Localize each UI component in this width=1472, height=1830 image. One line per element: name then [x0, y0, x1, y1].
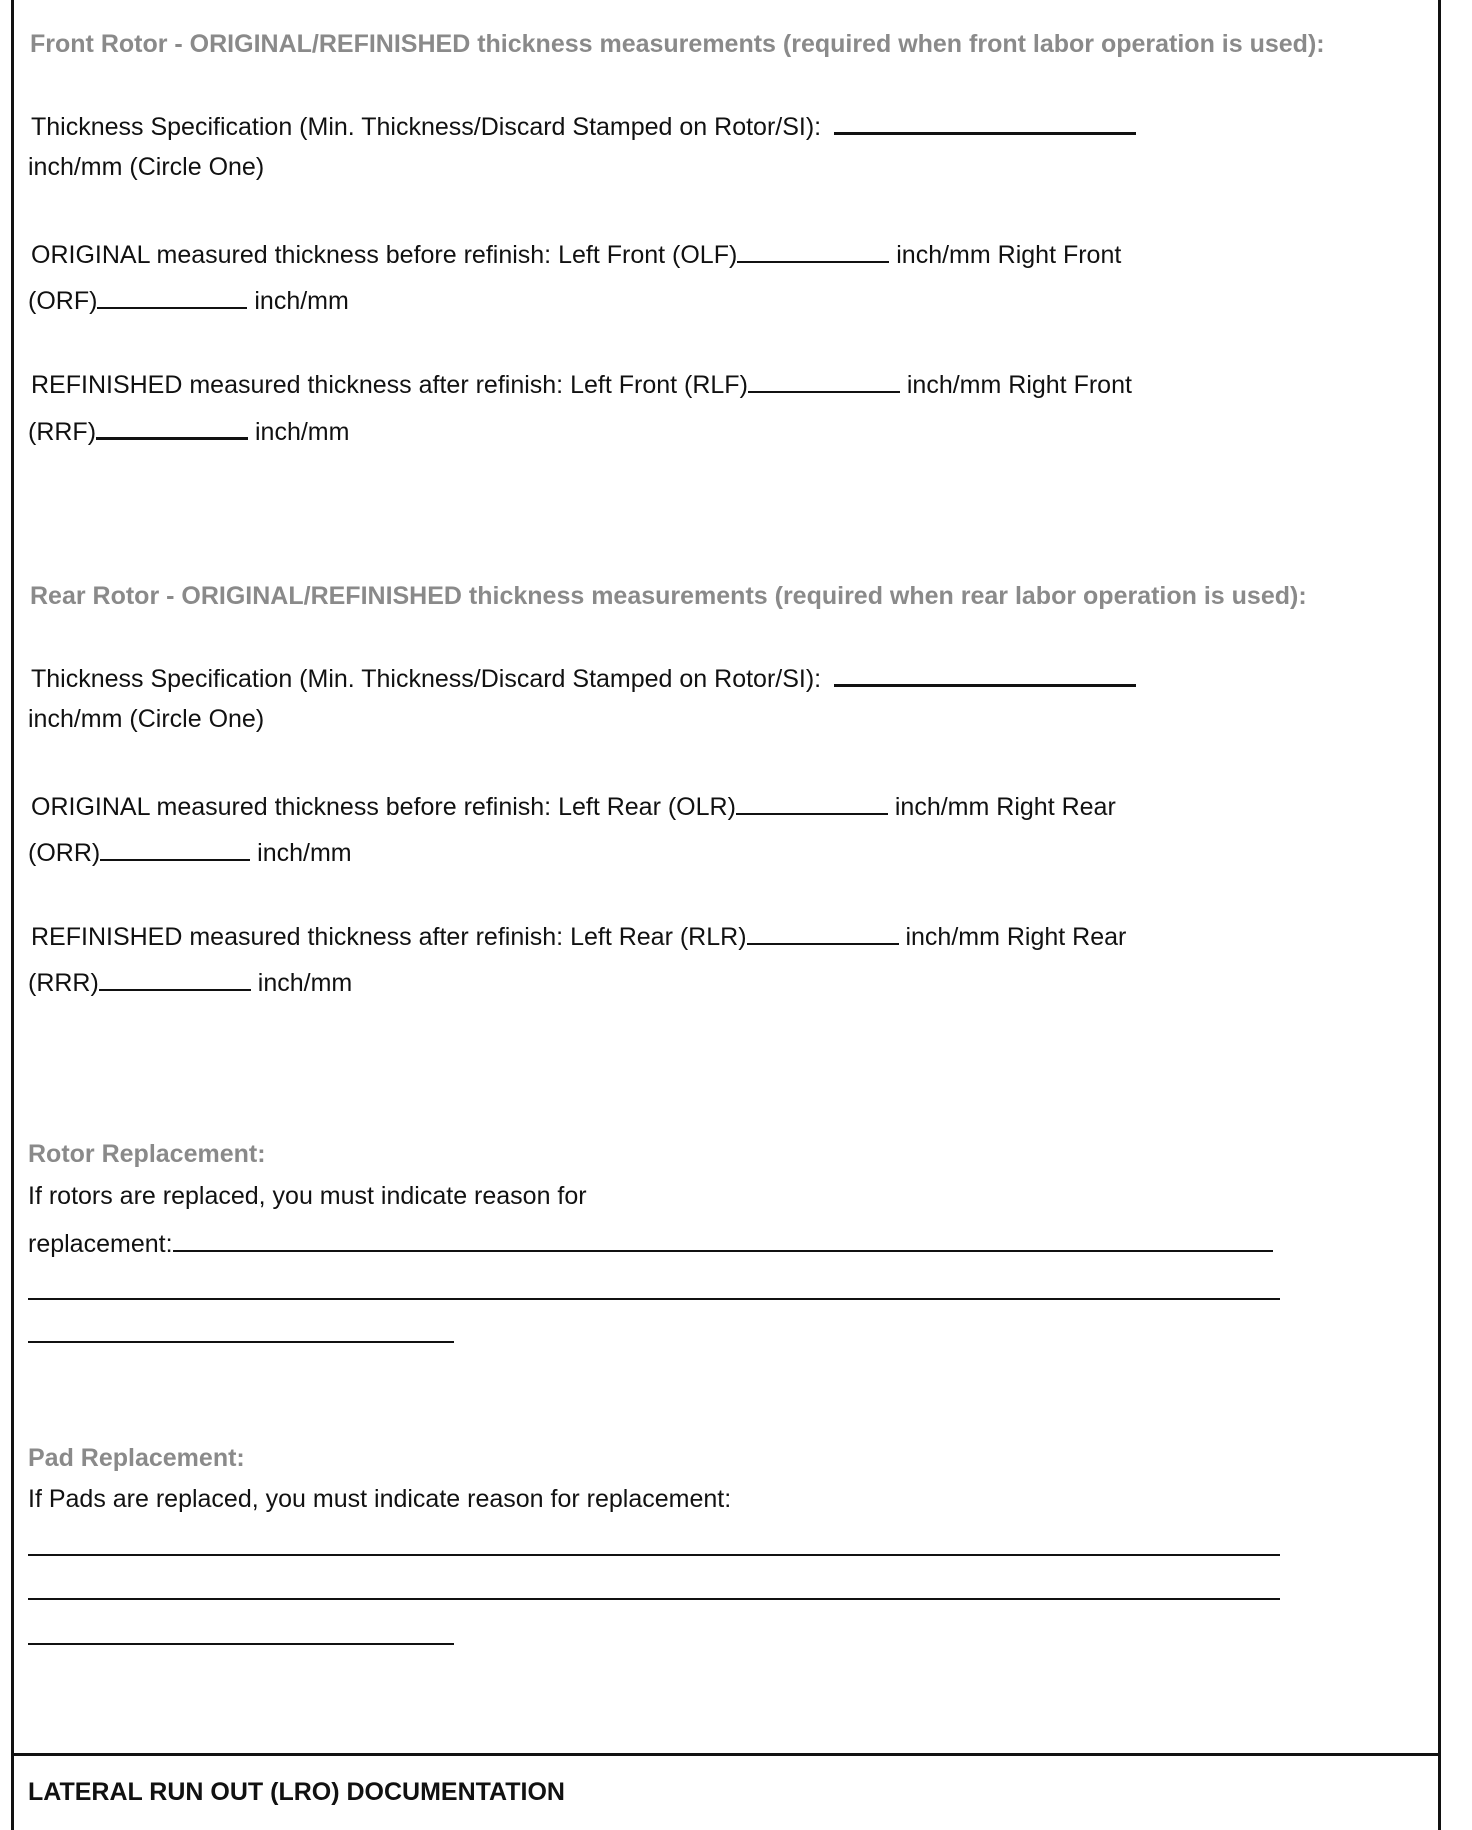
- front-spec-label: Thickness Specification (Min. Thickness/Discard Stamped on Rotor/SI):: [31, 113, 822, 141]
- rear-original-row: [31, 789, 1116, 822]
- front-spec-row: [31, 108, 1136, 142]
- pad-reason-field-1[interactable]: [28, 1554, 1280, 1556]
- rlr-field[interactable]: [747, 919, 899, 945]
- front-original-row: [31, 237, 1121, 270]
- lro-section-title: LATERAL RUN OUT (LRO) DOCUMENTATION: [28, 1778, 565, 1806]
- rotor-reason-field-1[interactable]: [173, 1226, 1273, 1252]
- front-refinished-cont: (RRF): [28, 418, 97, 446]
- front-spec-unit: inch/mm (Circle One): [28, 153, 265, 181]
- rlf-field[interactable]: [748, 367, 900, 393]
- rear-refinished-row: [31, 919, 1126, 952]
- rear-original-cont-row: [28, 835, 352, 868]
- rrr-field[interactable]: [99, 965, 251, 991]
- rear-spec-unit: inch/mm (Circle One): [28, 705, 265, 733]
- rear-original-mid: inch/mm Right Rear: [894, 793, 1116, 821]
- orf-field[interactable]: [97, 283, 247, 309]
- pad-reason-field-2[interactable]: [28, 1598, 1280, 1600]
- rear-refinished-cont: (RRR): [28, 969, 99, 997]
- front-refinished-label: REFINISHED measured thickness after refinish: Left Front (RLF): [31, 371, 748, 399]
- rear-spec-field[interactable]: [834, 660, 1136, 687]
- front-original-unit: inch/mm: [254, 287, 349, 315]
- rear-spec-label: Thickness Specification (Min. Thickness/Discard Stamped on Rotor/SI):: [31, 665, 822, 693]
- rotor-reason-field-3[interactable]: [28, 1341, 454, 1343]
- rear-rotor-heading: Rear Rotor - ORIGINAL/REFINISHED thickness measurements (required when rear labor operation is used):: [30, 582, 1307, 610]
- rear-spec-row: [31, 660, 1136, 694]
- front-spec-field[interactable]: [834, 108, 1136, 135]
- front-original-cont-row: [28, 283, 349, 316]
- front-original-mid: inch/mm Right Front: [896, 241, 1122, 269]
- pad-reason-field-3[interactable]: [28, 1643, 454, 1645]
- rear-original-label: ORIGINAL measured thickness before refinish: Left Rear (OLR): [31, 793, 736, 821]
- rotor-reason-field-2[interactable]: [28, 1298, 1280, 1300]
- rotor-replacement-heading: Rotor Replacement:: [28, 1140, 266, 1168]
- right-border: [1438, 0, 1441, 1830]
- front-refinished-row: [31, 367, 1132, 400]
- olr-field[interactable]: [736, 789, 888, 815]
- orr-field[interactable]: [100, 835, 250, 861]
- rotor-replacement-label: replacement:: [28, 1230, 173, 1258]
- left-border: [11, 0, 14, 1830]
- rear-refinished-unit: inch/mm: [257, 969, 353, 997]
- rotor-replacement-line1: If rotors are replaced, you must indicate reason for: [28, 1182, 587, 1210]
- front-refinished-unit: inch/mm: [254, 418, 350, 446]
- pad-replacement-heading: Pad Replacement:: [28, 1444, 245, 1472]
- olf-field[interactable]: [737, 237, 889, 263]
- front-refinished-cont-row: [28, 413, 349, 447]
- pad-replacement-line1: If Pads are replaced, you must indicate reason for replacement:: [28, 1485, 732, 1513]
- front-original-label: ORIGINAL measured thickness before refinish: Left Front (OLF): [31, 241, 738, 269]
- rear-refinished-label: REFINISHED measured thickness after refinish: Left Rear (RLR): [31, 923, 747, 951]
- front-refinished-mid: inch/mm Right Front: [906, 371, 1132, 399]
- front-rotor-heading: Front Rotor - ORIGINAL/REFINISHED thickness measurements (required when front labor operation is used):: [30, 30, 1325, 58]
- rear-refinished-mid: inch/mm Right Rear: [905, 923, 1127, 951]
- front-original-cont: (ORF): [28, 287, 98, 315]
- rear-original-cont: (ORR): [28, 839, 101, 867]
- rear-original-unit: inch/mm: [257, 839, 352, 867]
- rear-refinished-cont-row: [28, 965, 352, 998]
- rotor-replacement-row: [28, 1226, 1273, 1259]
- section-divider: [11, 1753, 1441, 1756]
- rrf-field[interactable]: [96, 413, 248, 440]
